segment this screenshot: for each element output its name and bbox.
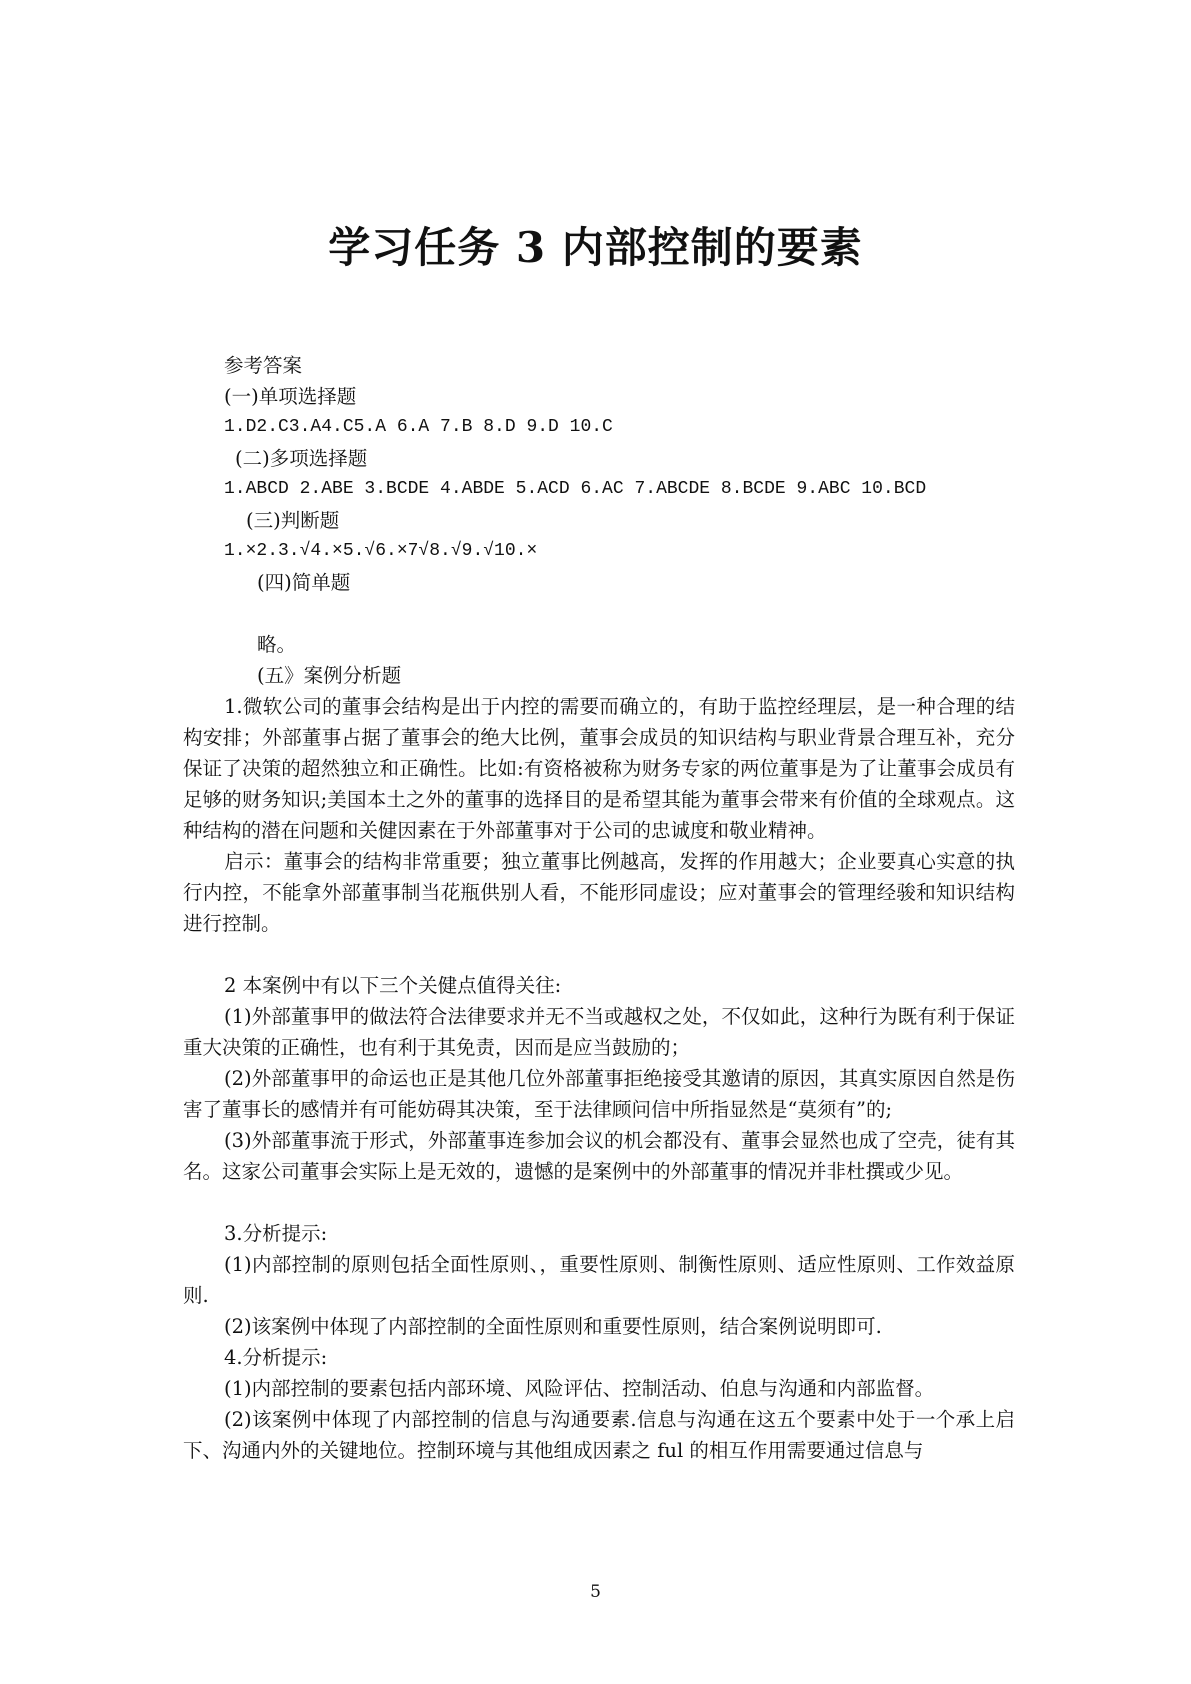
page-number: 5 <box>590 1582 601 1602</box>
case-paragraph: (1)内部控制的原则包括全面性原则、，重要性原则、制衡性原则、适应性原则、工作效益原则. <box>183 1253 1015 1307</box>
case-paragraph: (2)外部董事甲的命运也正是其他几位外部董事拒绝接受其邀请的原因，其真实原因自然是伤害了董事长的感情并有可能妨碍其决策，至于法律顾问信中所指显然是“莫须有”的; <box>183 1067 1015 1121</box>
case-paragraph: (2)该案例中体现了内部控制的信息与沟通要素.信息与沟通在这五个要素中处于一个承上启下、沟通内外的关键地位。控制环境与其他组成因素之 ful 的相互作用需要通过信息与 <box>183 1408 1015 1462</box>
document-body <box>183 350 1015 1466</box>
case-paragraph: 3.分析提示: <box>224 1222 328 1245</box>
answers-heading: 参考答案 <box>224 354 303 377</box>
case-paragraph: 1.微软公司的董事会结构是出于内控的需要而确立的，有助于监控经理层，是一种合理的结构安排；外部董事占据了董事会的绝大比例，董事会成员的知识结构与职业背景合理互补，充分保证了决策的超然独立和正确性。比如:有资格被称为财务专家的两位董事是为了让董事会成员有足够的财务知识;美国本土之外的董事的选择目的是希望其能为董事会带来有价值的全球观点。这种结构的潜在问题和关健因素在于外部董事对于公司的忠诚度和敬业精神。 <box>183 695 1015 842</box>
case-paragraph: (3)外部董事流于形式，外部董事连参加会议的机会都没有、董事会显然也成了空壳，徒有其名。这家公司董事会实际上是无效的，遗憾的是案例中的外部董事的情况并非杜撰或少见。 <box>183 1129 1015 1183</box>
true-false-answers: 1.×2.3.√4.×5.√6.×7√8.√9.√10.× <box>224 541 538 561</box>
case-paragraph: 启示：董事会的结构非常重要；独立董事比例越高，发挥的作用越大；企业要真心实意的执行内控，不能拿外部董事制当花瓶供别人看，不能形同虚设；应对董事会的管理经骏和知识结构进行控制。 <box>183 850 1015 935</box>
section-single-choice-heading: (一)单项选择题 <box>224 385 357 408</box>
section-multi-choice-heading: (二)多项选择题 <box>235 447 368 470</box>
multi-choice-answers: 1.ABCD 2.ABE 3.BCDE 4.ABDE 5.ACD 6.AC 7.ABCDE 8.BCDE 9.ABC 10.BCD <box>224 479 927 499</box>
section-short-answer-heading: (四)简单题 <box>257 571 351 594</box>
case-paragraph: 4.分析提示: <box>224 1346 328 1369</box>
section-case-analysis-heading: (五》案例分析题 <box>257 664 402 687</box>
single-choice-answers: 1.D2.C3.A4.C5.A 6.A 7.B 8.D 9.D 10.C <box>224 417 613 437</box>
section-true-false-heading: (三)判断题 <box>246 509 340 532</box>
case-paragraph: (1)外部董事甲的做法符合法律要求并无不当或越权之处，不仅如此，这种行为既有利于保证重大决策的正确性，也有利于其免责，因而是应当鼓励的； <box>183 1005 1015 1059</box>
case-paragraph: (1)内部控制的要素包括内部环境、风险评估、控制活动、伯息与沟通和内部监督。 <box>224 1377 935 1400</box>
short-answer-text: 略。 <box>257 633 297 656</box>
case-paragraph: 2 本案例中有以下三个关健点值得关往: <box>224 974 562 997</box>
page-title: 学习任务 3 内部控制的要素 <box>328 223 863 272</box>
case-paragraph: (2)该案例中体现了内部控制的全面性原则和重要性原则，结合案例说明即可. <box>224 1315 882 1338</box>
